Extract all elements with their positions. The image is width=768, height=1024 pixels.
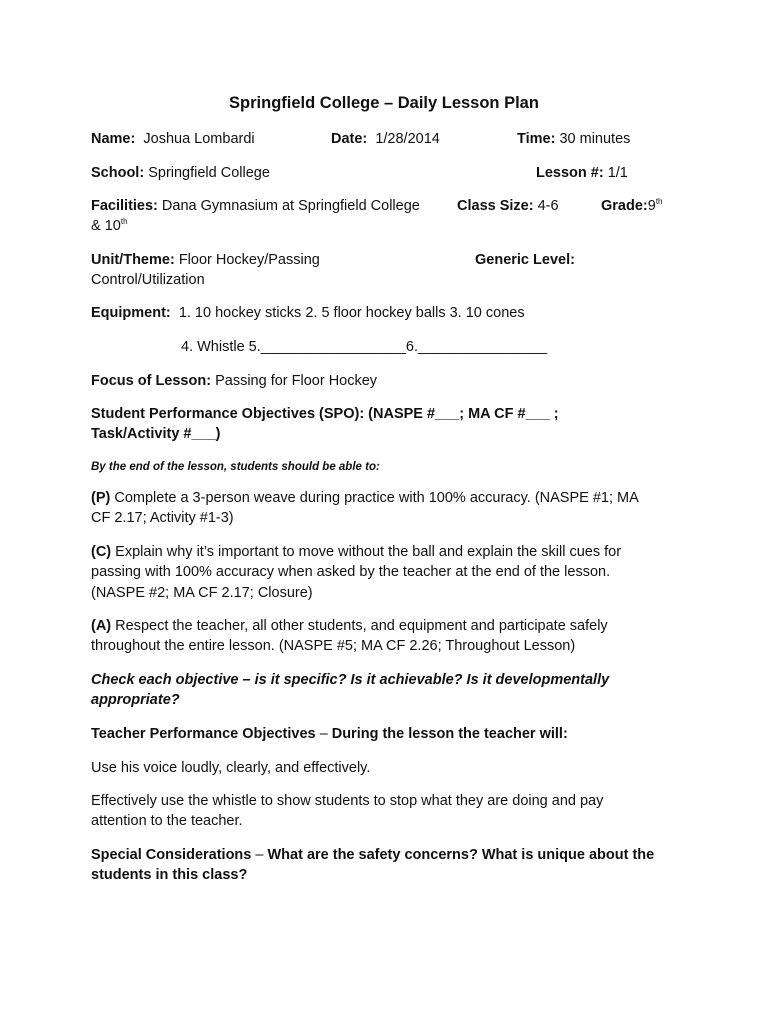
special-line-2: students in this class? xyxy=(91,867,248,883)
tpo-part-1: Teacher Performance Objectives xyxy=(91,726,316,742)
teacher-item: Use his voice loudly, clearly, and effectively. xyxy=(91,760,371,776)
special-heading xyxy=(91,845,654,865)
objective-text: passing with 100% accuracy when asked by the teacher at the end of the lesson. xyxy=(91,564,611,580)
focus-value: Passing for Floor Hockey xyxy=(215,373,378,389)
equipment-line-1: 1. 10 hockey sticks 2. 5 floor hockey balls 3. 10 cones xyxy=(178,305,525,321)
grade-sup-b: th xyxy=(120,217,128,226)
time-field xyxy=(517,129,630,149)
class-size-value: 4-6 xyxy=(537,198,559,214)
objective-tag: (P) xyxy=(91,490,111,506)
generic-label: Generic Level: xyxy=(475,252,575,268)
name-label: Name: xyxy=(91,131,136,147)
lesson-value: 1/1 xyxy=(607,165,628,181)
grade-value-a: 9 xyxy=(647,198,656,214)
school-row xyxy=(91,163,270,183)
objective-text: throughout the entire lesson. (NASPE #5; MA CF 2.26; Throughout Lesson) xyxy=(91,638,576,654)
school-value: Springfield College xyxy=(148,165,270,181)
objective-text: CF 2.17; Activity #1-3) xyxy=(91,510,234,526)
special-part-2: What are the safety concerns? What is unique about the xyxy=(267,847,655,863)
unit-row xyxy=(91,250,320,270)
grade-field xyxy=(601,196,663,216)
document-title: Springfield College – Daily Lesson Plan xyxy=(229,94,539,112)
class-size-label: Class Size: xyxy=(457,198,534,214)
equipment-line-2: 4. Whistle 5.__________________6.________________ xyxy=(181,339,548,355)
lesson-label: Lesson #: xyxy=(536,165,604,181)
date-value: 1/28/2014 xyxy=(375,131,440,147)
grade-value-b: & 10 xyxy=(91,218,121,234)
by-end-note: By the end of the lesson, students should be able to: xyxy=(91,461,380,473)
name-value: Joshua Lombardi xyxy=(143,131,255,147)
facilities-row xyxy=(91,196,420,216)
facilities-value: Dana Gymnasium at Springfield College xyxy=(161,198,420,214)
generic-level-field xyxy=(475,250,575,270)
spo-line-1: Student Performance Objectives (SPO): (NASPE #___; MA CF #___ ; xyxy=(91,406,559,422)
grade-continued xyxy=(91,216,128,236)
lesson-field xyxy=(536,163,628,183)
unit-value: Floor Hockey/Passing xyxy=(178,252,320,268)
grade-sup-a: th xyxy=(655,197,663,206)
equipment-label: Equipment: xyxy=(91,305,171,321)
special-part-1: Special Considerations xyxy=(91,847,252,863)
class-size-field xyxy=(457,196,559,216)
unit-label: Unit/Theme: xyxy=(91,252,175,268)
objective-tag: (A) xyxy=(91,618,112,634)
time-label: Time: xyxy=(517,131,556,147)
objective-tag: (C) xyxy=(91,544,112,560)
facilities-label: Facilities: xyxy=(91,198,158,214)
objective-p xyxy=(91,488,639,508)
name-row xyxy=(91,129,255,149)
school-label: School: xyxy=(91,165,145,181)
special-dash: – xyxy=(251,847,268,863)
teacher-item: Effectively use the whistle to show students to stop what they are doing and pay xyxy=(91,793,604,809)
date-label: Date: xyxy=(331,131,368,147)
time-value: 30 minutes xyxy=(559,131,631,147)
equipment-row xyxy=(91,303,525,323)
check-line-2: appropriate? xyxy=(91,692,180,708)
focus-row xyxy=(91,371,377,391)
teacher-item-continued: attention to the teacher. xyxy=(91,813,243,829)
focus-label: Focus of Lesson: xyxy=(91,373,212,389)
tpo-dash: – xyxy=(315,726,332,742)
objective-text: Explain why it’s important to move without the ball and explain the skill cues for xyxy=(111,544,622,560)
objective-text: (NASPE #2; MA CF 2.17; Closure) xyxy=(91,585,313,601)
objective-a xyxy=(91,616,608,636)
objective-text: Complete a 3-person weave during practice with 100% accuracy. (NASPE #1; MA xyxy=(110,490,639,506)
objective-c xyxy=(91,542,621,562)
check-line-1: Check each objective – is it specific? Is it achievable? Is it developmentally xyxy=(91,672,610,688)
spo-line-2: Task/Activity #___) xyxy=(91,426,221,442)
grade-label: Grade: xyxy=(601,198,648,214)
tpo-heading xyxy=(91,724,568,744)
tpo-part-2: During the lesson the teacher will: xyxy=(331,726,568,742)
generic-value: Control/Utilization xyxy=(91,272,205,288)
date-field xyxy=(331,129,440,149)
objective-text: Respect the teacher, all other students, and equipment and participate safely xyxy=(111,618,608,634)
